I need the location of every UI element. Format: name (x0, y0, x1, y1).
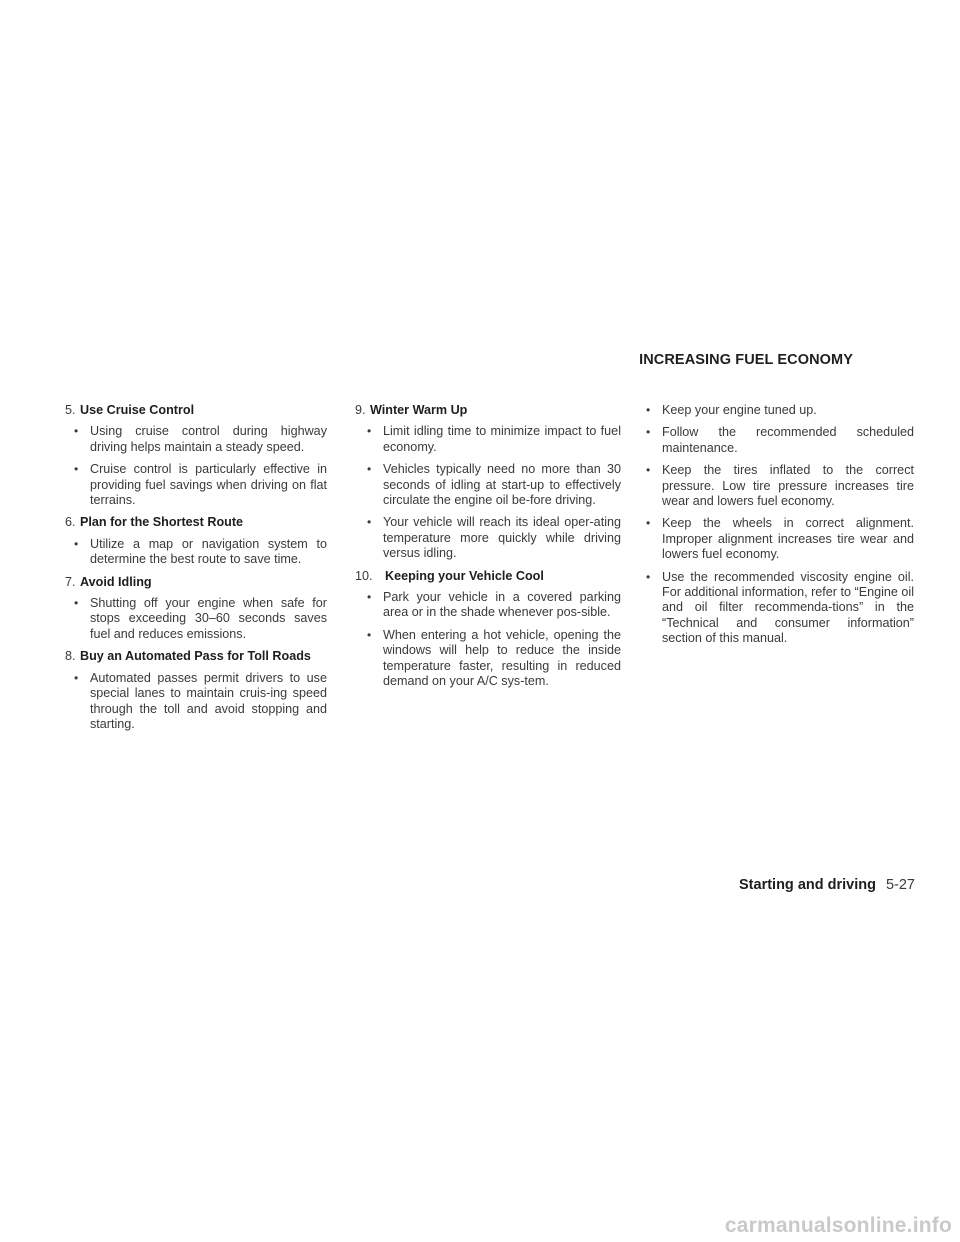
item-number: 7. (65, 574, 76, 589)
item-number: 10. (355, 568, 373, 583)
bullet-text: Using cruise control during highway driving helps maintain a steady speed. (90, 424, 327, 454)
bullet-item (65, 671, 327, 733)
bullet-text: Shutting off your engine when safe for stops exceeding 30–60 seconds saves fuel and reduces emissions. (90, 596, 327, 641)
bullet-item (65, 537, 327, 568)
bullet-item (65, 596, 327, 642)
bullet-dot-icon: • (367, 515, 372, 530)
footer-section-title: Starting and driving (739, 877, 876, 893)
bullet-item (644, 463, 914, 509)
column-3 (644, 403, 914, 654)
column-1 (65, 403, 327, 739)
bullet-item (355, 628, 621, 690)
bullet-dot-icon: • (646, 403, 651, 417)
bullet-text: Keep the wheels in correct alignment. Improper alignment increases tire wear and lowers fuel economy. (662, 516, 914, 562)
bullet-text: Follow the recommended scheduled maintenance. (662, 425, 914, 455)
bullet-item (355, 462, 621, 508)
bullet-item (65, 424, 327, 455)
item-heading: Avoid Idling (80, 574, 152, 589)
item-heading: Winter Warm Up (370, 403, 468, 417)
list-item-9 (355, 403, 621, 562)
bullet-item (65, 462, 327, 508)
bullet-item (355, 515, 621, 561)
item-number: 8. (65, 649, 76, 664)
bullet-item (355, 590, 621, 621)
item-heading: Buy an Automated Pass for Toll Roads (80, 649, 311, 664)
bullet-dot-icon: • (367, 462, 372, 477)
bullet-text: Limit idling time to minimize impact to fuel economy. (383, 424, 621, 454)
bullet-text: Keep your engine tuned up. (662, 403, 817, 417)
bullet-item (644, 425, 914, 456)
item-heading: Use Cruise Control (80, 403, 195, 417)
bullet-text: Cruise control is particularly effective in providing fuel savings when driving on flat terrains. (90, 462, 327, 508)
item-number: 6. (65, 515, 76, 530)
bullet-text: Automated passes permit drivers to use special lanes to maintain cruis-ing speed through the toll and avoid stopping and starting. (90, 670, 327, 731)
bullet-dot-icon: • (367, 627, 372, 642)
bullet-dot-icon: • (74, 596, 79, 611)
item-number: 9. (355, 403, 366, 417)
bullet-dot-icon: • (367, 424, 372, 439)
bullet-dot-icon: • (74, 462, 79, 477)
bullet-item (644, 570, 914, 647)
list-item-8 (65, 649, 327, 732)
section-title: INCREASING FUEL ECONOMY (639, 352, 853, 368)
bullet-dot-icon: • (646, 569, 651, 584)
bullet-text: Use the recommended viscosity engine oil. For additional information, refer to “Engine oil and oil filter recommenda-tions” in the “Technical and consumer information” section of this manual. (662, 569, 915, 646)
item-heading: Keeping your Vehicle Cool (385, 568, 544, 583)
bullet-item (644, 516, 914, 562)
bullet-dot-icon: • (74, 536, 79, 551)
column-2 (355, 403, 621, 697)
bullet-text: Utilize a map or navigation system to determine the best route to save time. (90, 536, 327, 567)
bullet-dot-icon: • (74, 670, 79, 685)
bullet-dot-icon: • (646, 516, 651, 531)
bullet-dot-icon: • (646, 425, 651, 440)
bullet-text: When entering a hot vehicle, opening the windows will help to reduce the inside temperature faster, resulting in reduced demand on your A/C sys-tem. (383, 627, 621, 689)
list-item-10 (355, 569, 621, 690)
item-number: 5. (65, 403, 76, 417)
bullet-text: Park your vehicle in a covered parking area or in the shade whenever pos-sible. (383, 590, 621, 620)
page-footer (739, 877, 915, 893)
list-item-7 (65, 575, 327, 643)
bullet-dot-icon: • (367, 590, 372, 605)
list-item-6 (65, 515, 327, 567)
page-number: 5-27 (885, 877, 915, 893)
item-heading: Plan for the Shortest Route (80, 515, 244, 530)
bullet-item (644, 403, 914, 418)
bullet-dot-icon: • (646, 463, 651, 478)
bullet-text: Keep the tires inflated to the correct pressure. Low tire pressure increases tire wear and lowers fuel economy. (662, 463, 914, 509)
bullet-item (355, 424, 621, 455)
bullet-text: Your vehicle will reach its ideal oper-ating temperature more quickly while driving versus idling. (383, 515, 621, 561)
bullet-dot-icon: • (74, 424, 79, 439)
bullet-text: Vehicles typically need no more than 30 seconds of idling at start-up to effectively circulate the engine oil be-fore driving. (383, 462, 621, 508)
watermark-text: carmanualsonline.info (724, 1214, 952, 1237)
list-item-5 (65, 403, 327, 508)
